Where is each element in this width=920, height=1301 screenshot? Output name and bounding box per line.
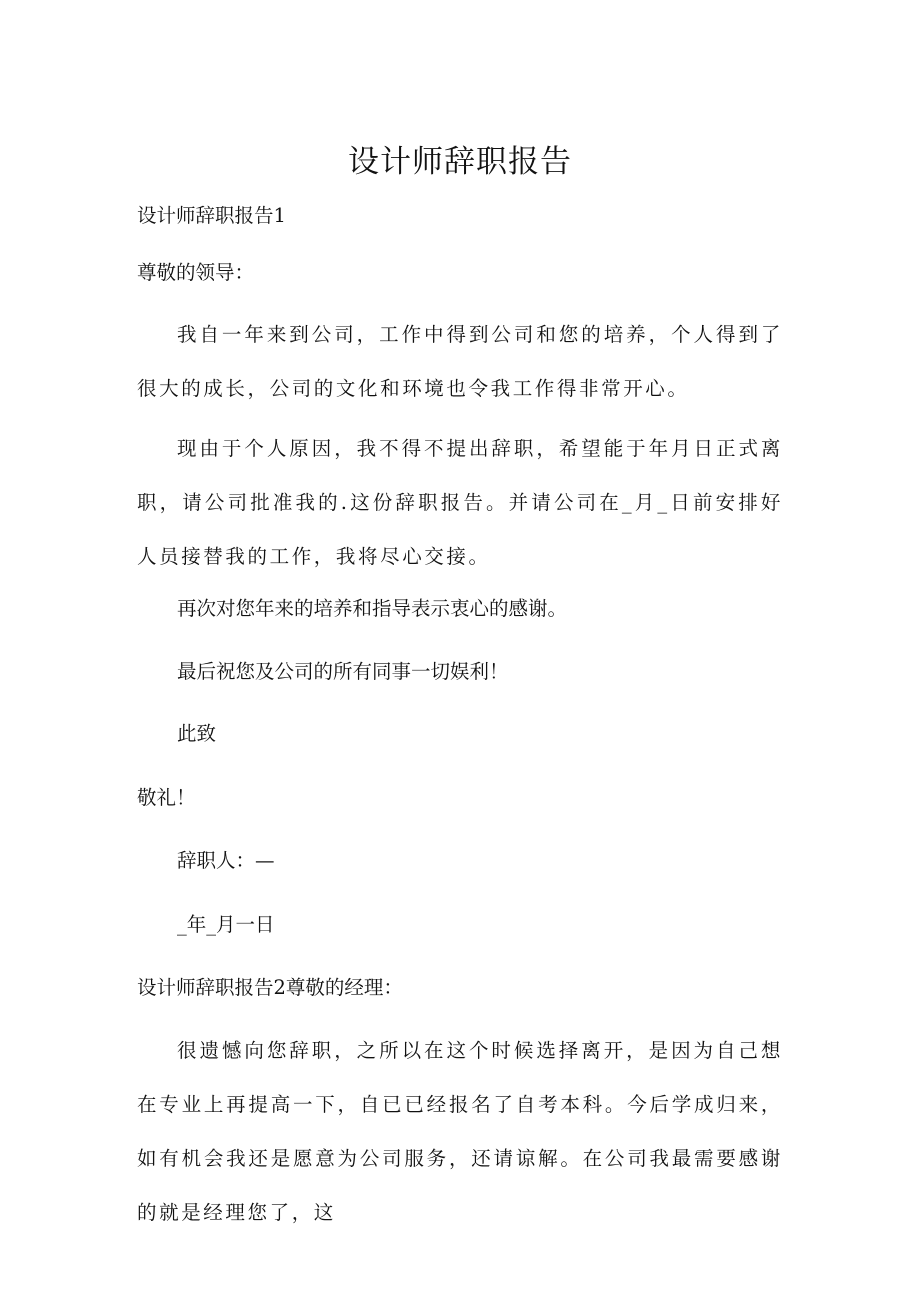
paragraph-2: 现由于个人原因，我不得不提出辞职，希望能于年月日正式离职，请公司批准我的.这份辞职报告。并请公司在_月_日前安排好人员接替我的工作，我将尽心交接。	[137, 437, 783, 568]
closing-line-1: 此致	[177, 722, 217, 745]
document-title: 设计师辞职报告	[348, 144, 572, 180]
section-heading-2: 设计师辞职报告2尊敬的经理：	[137, 976, 403, 999]
paragraph-3: 再次对您年来的培养和指导表示衷心的感谢。	[177, 597, 568, 620]
signature-line: 辞职人：—	[177, 849, 275, 872]
paragraph-4: 最后祝您及公司的所有同事一切娱利！	[177, 660, 509, 683]
paragraph-1: 我自一年来到公司，工作中得到公司和您的培养，个人得到了很大的成长，公司的文化和环境也令我工作得非常开心。	[137, 323, 783, 400]
date-line: _年_月一日	[177, 913, 275, 936]
closing-line-2: 敬礼！	[137, 786, 196, 809]
section-heading-1: 设计师辞职报告1	[137, 204, 286, 227]
salutation-1: 尊敬的领导：	[137, 261, 255, 284]
paragraph-5: 很遗憾向您辞职，之所以在这个时候选择离开，是因为自己想在专业上再提高一下，自已已经报名了自考本科。今后学成归来，如有机会我还是愿意为公司服务，还请谅解。在公司我最需要感谢的就是经理您了，这	[137, 1039, 783, 1224]
